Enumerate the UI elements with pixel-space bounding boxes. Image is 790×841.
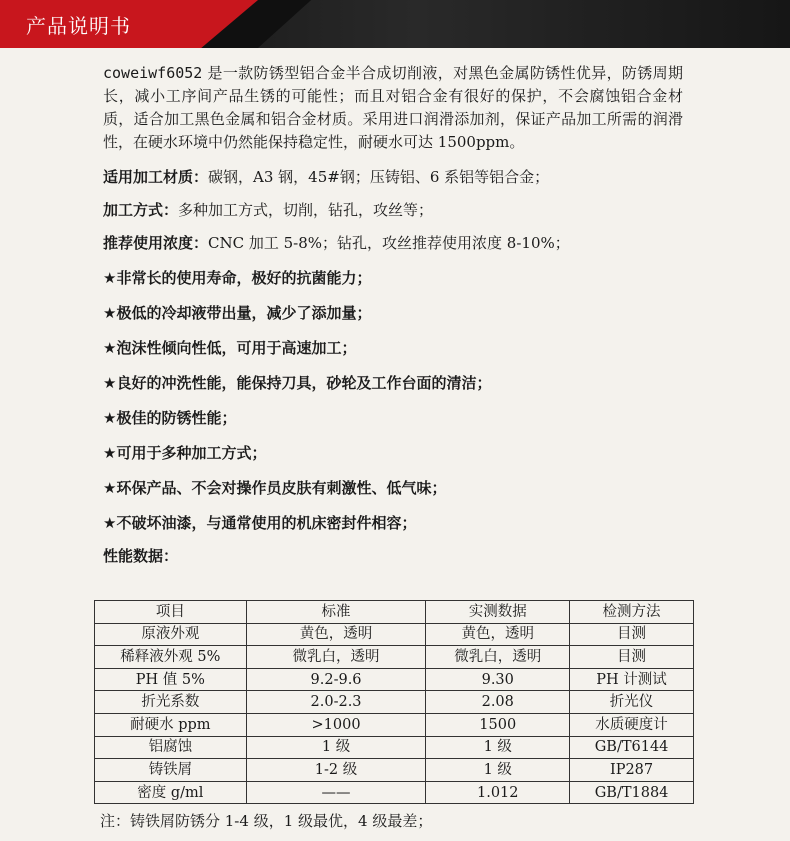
table-cell: GB/T1884 (570, 781, 694, 804)
table-cell: —— (246, 781, 426, 804)
spec-label: 适用加工材质： (103, 168, 209, 186)
feature-item: ★不破坏油漆，与通常使用的机床密封件相容； (103, 514, 417, 532)
feature-item: ★非常长的使用寿命，极好的抗菌能力； (103, 269, 372, 287)
feature-item: ★极低的冷却液带出量，减少了添加量； (103, 304, 372, 322)
table-cell: 折光系数 (95, 691, 247, 714)
content (103, 62, 683, 571)
table-cell: 9.30 (426, 668, 570, 691)
table-cell: 密度 g/ml (95, 781, 247, 804)
table-cell: 1 级 (426, 759, 570, 782)
table-cell: 1500 (426, 713, 570, 736)
header-standard: 标准 (246, 601, 426, 624)
table-cell: 微乳白，透明 (246, 646, 426, 669)
feature-item: ★可用于多种加工方式； (103, 444, 267, 462)
header-item: 项目 (95, 601, 247, 624)
header-fade (258, 0, 790, 48)
table-row (95, 713, 694, 736)
table-cell: 2.08 (426, 691, 570, 714)
header-bar (0, 0, 790, 48)
feature-list (103, 261, 683, 541)
table-row (95, 623, 694, 646)
performance-table (94, 600, 694, 804)
table-cell: 原液外观 (95, 623, 247, 646)
performance-title: 性能数据： (103, 547, 179, 565)
intro-text: 是一款防锈型铝合金半合成切削液，对黑色金属防锈性优异，防锈周期长，减小工序间产品生锈的可能性；而且对铝合金有很好的保护，不会腐蚀铝合金材质，适合加工黑色金属和铝合金材质。采用进口润滑添加剂，保证产品加工所需的润滑性，在硬水环境中仍然能保持稳定性，耐硬水可达 1500ppm。 (103, 64, 683, 151)
table-header-row (95, 601, 694, 624)
table-cell: >1000 (246, 713, 426, 736)
table-cell: 9.2-9.6 (246, 668, 426, 691)
spec-concentration (103, 232, 683, 255)
table-cell: 稀释液外观 5% (95, 646, 247, 669)
table-row (95, 736, 694, 759)
table-cell: 耐硬水 ppm (95, 713, 247, 736)
table-row (95, 668, 694, 691)
feature-item: ★极佳的防锈性能； (103, 409, 237, 427)
table-cell: 黄色，透明 (246, 623, 426, 646)
spec-value: CNC 加工 5-8%；钻孔，攻丝推荐使用浓度 8-10%； (208, 234, 570, 252)
spec-label: 推荐使用浓度： (103, 234, 209, 252)
table-cell: 铸铁屑 (95, 759, 247, 782)
table-cell: 目测 (570, 646, 694, 669)
table-cell: PH 计测试 (570, 668, 694, 691)
table-cell: 目测 (570, 623, 694, 646)
table-cell: PH 值 5% (95, 668, 247, 691)
feature-item: ★环保产品、不会对操作员皮肤有刺激性、低气味； (103, 479, 447, 497)
table-cell: 1 级 (426, 736, 570, 759)
table-row (95, 781, 694, 804)
spec-methods (103, 199, 683, 222)
table-cell: 1 级 (246, 736, 426, 759)
table-cell: 微乳白，透明 (426, 646, 570, 669)
table-cell: 1.012 (426, 781, 570, 804)
table-cell: 折光仪 (570, 691, 694, 714)
intro-paragraph (103, 62, 683, 154)
table-row (95, 646, 694, 669)
feature-item: ★泡沫性倾向性低，可用于高速加工； (103, 339, 357, 357)
table-cell: GB/T6144 (570, 736, 694, 759)
table-cell: IP287 (570, 759, 694, 782)
table-row (95, 691, 694, 714)
table-row (95, 759, 694, 782)
table-cell: 1-2 级 (246, 759, 426, 782)
header-method: 检测方法 (570, 601, 694, 624)
page-title: 产品说明书 (26, 14, 131, 38)
footnote: 注：铸铁屑防锈分 1-4 级，1 级最优，4 级最差； (100, 812, 433, 830)
table-cell: 水质硬度计 (570, 713, 694, 736)
spec-label: 加工方式： (103, 201, 179, 219)
spec-value: 碳钢，A3 钢，45#钢；压铸铝、6 系铝等铝合金； (208, 168, 550, 186)
table-cell: 2.0-2.3 (246, 691, 426, 714)
product-code: coweiwf6052 (103, 64, 203, 82)
spec-value: 多种加工方式，切削，钻孔，攻丝等； (178, 201, 434, 219)
header-measured: 实测数据 (426, 601, 570, 624)
table-cell: 黄色，透明 (426, 623, 570, 646)
feature-item: ★良好的冲洗性能，能保持刀具，砂轮及工作台面的清洁； (103, 374, 492, 392)
table-cell: 铝腐蚀 (95, 736, 247, 759)
spec-materials (103, 166, 683, 189)
